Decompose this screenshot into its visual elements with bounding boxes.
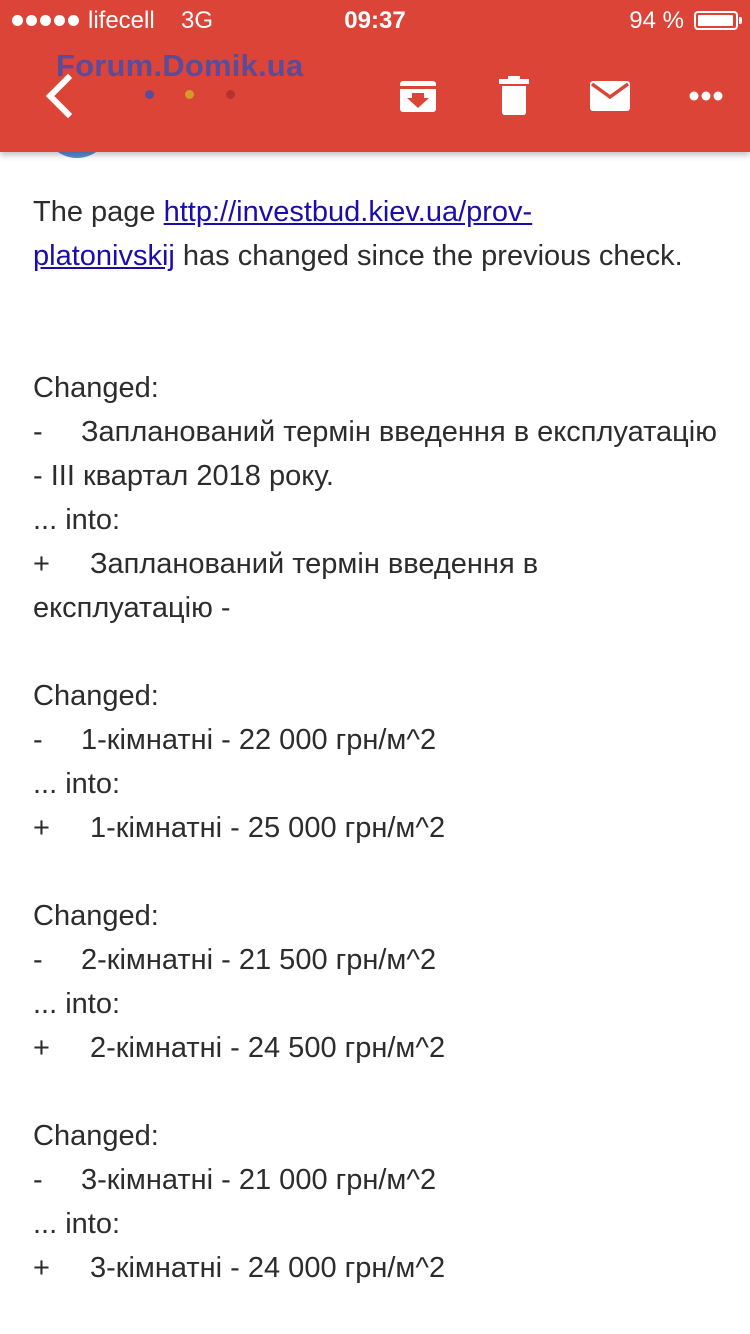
- change-heading: Changed:: [33, 372, 159, 404]
- archive-button[interactable]: [386, 64, 450, 128]
- watermark-text: Forum.Domik.ua: [56, 48, 304, 83]
- into-label: ... into:: [33, 504, 121, 536]
- into-label: ... into:: [33, 768, 121, 800]
- archive-icon: [399, 78, 437, 114]
- mark-unread-button[interactable]: [578, 64, 642, 128]
- new-value: + 2-кімнатні - 24 500 грн/м^2: [33, 1032, 446, 1064]
- old-value: - 3-кімнатні - 21 000 грн/м^2: [33, 1164, 437, 1196]
- change-heading: Changed:: [33, 1120, 159, 1152]
- mail-icon: [589, 80, 631, 112]
- into-label: ... into:: [33, 1208, 121, 1240]
- network-type: 3G: [181, 7, 214, 34]
- change-heading: Changed:: [33, 900, 159, 932]
- change-block: [33, 674, 723, 850]
- back-button[interactable]: [26, 64, 90, 128]
- battery-icon: [694, 11, 738, 30]
- old-value: - 2-кімнатні - 21 500 грн/м^2: [33, 944, 437, 976]
- page-link[interactable]: http://investbud.kiev.ua/prov- platonivskij: [33, 196, 533, 272]
- battery-percentage: 94 %: [629, 7, 684, 34]
- change-heading: Changed:: [33, 680, 159, 712]
- carrier-name: lifecell: [88, 7, 155, 34]
- watermark-dots-icon: [145, 90, 245, 100]
- into-label: ... into:: [33, 988, 121, 1020]
- app-header: [0, 0, 750, 152]
- new-value: + 1-кімнатні - 25 000 грн/м^2: [33, 812, 446, 844]
- back-arrow-icon: [40, 72, 76, 120]
- message-intro: The page http://investbud.kiev.ua/prov- platonivskij has changed since the previous check.: [33, 196, 683, 272]
- new-value: + Запланований термін введення в експлуатацію -: [33, 548, 539, 624]
- change-block: [33, 1114, 723, 1290]
- status-time: 09:37: [344, 7, 406, 34]
- delete-button[interactable]: [482, 64, 546, 128]
- more-icon: [689, 91, 723, 101]
- trash-icon: [499, 76, 529, 116]
- new-value: + 3-кімнатні - 24 000 грн/м^2: [33, 1252, 446, 1284]
- more-options-button[interactable]: [674, 64, 738, 128]
- message-body: [33, 190, 723, 1290]
- old-value: - Запланований термін введення в експлуатацію - ІІІ квартал 2018 року.: [33, 416, 717, 492]
- change-block: [33, 366, 723, 630]
- status-bar: [0, 0, 750, 40]
- change-block: [33, 894, 723, 1070]
- old-value: - 1-кімнатні - 22 000 грн/м^2: [33, 724, 437, 756]
